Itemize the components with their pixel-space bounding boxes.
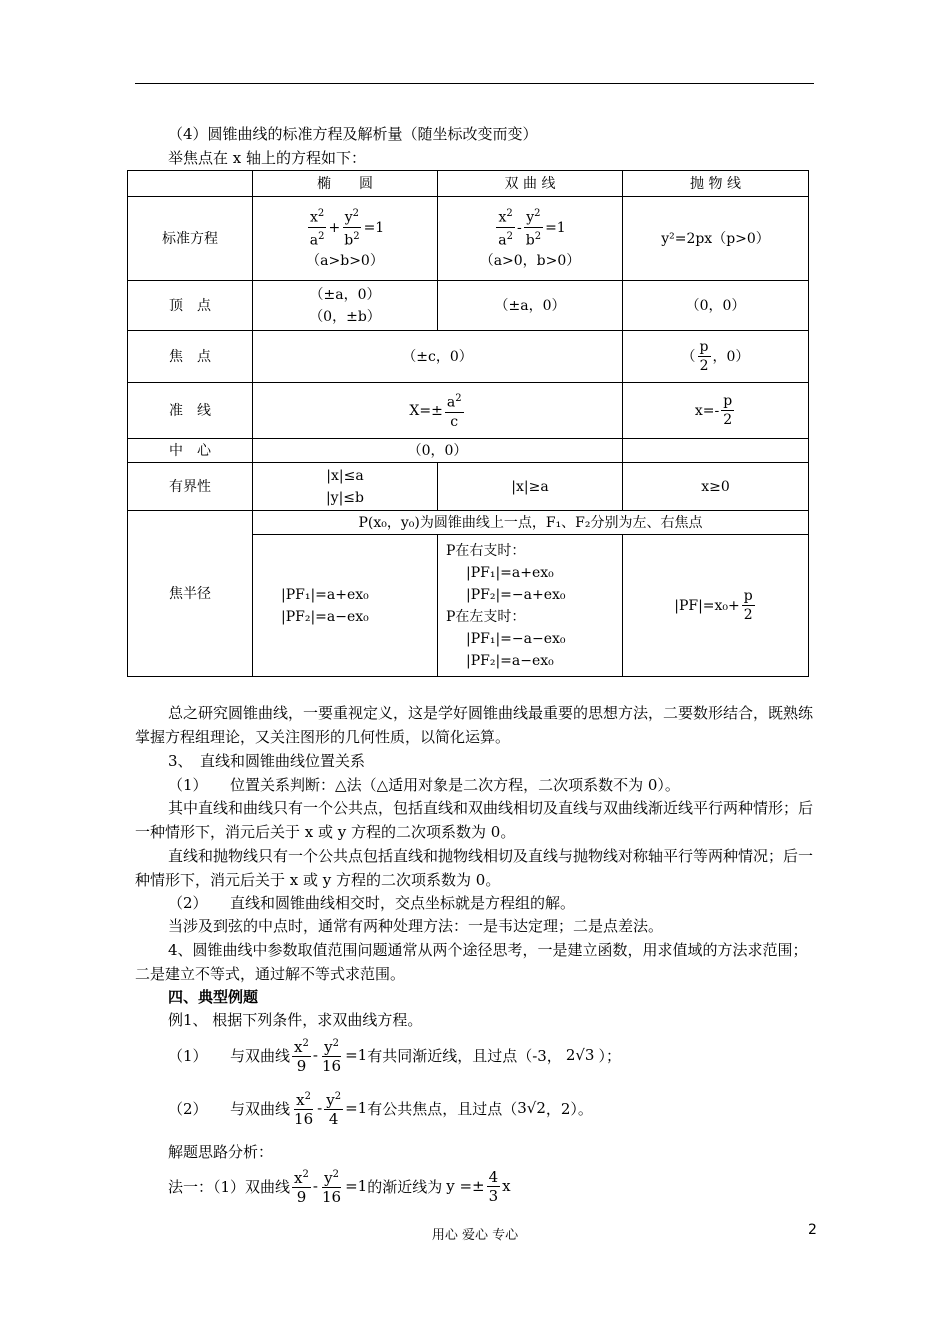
conic-center: （0，0） (253, 439, 623, 463)
section-3-title: 3、 直线和圆锥曲线位置关系 (168, 752, 366, 770)
example-1-title: 例1、 根据下列条件，求双曲线方程。 (168, 1011, 423, 1029)
ellipse-radius-2: |PF₂|=a−ex₀ (281, 608, 369, 625)
ex1-1-post: 有共同渐近线，且过点（-3， (367, 1046, 562, 1065)
ex1-2-end: ，2）。 (545, 1099, 593, 1118)
hyperbola-right-1: |PF₁|=a+ex₀ (466, 564, 554, 581)
hyperbola-std-eq: $\frac{x^2}{a^2}$ - $\frac{y^2}{b^2}$ =1 （a>0，b>0） (438, 197, 623, 281)
section-4-paragraph: 4、圆锥曲线中参数取值范围问题通常从两个途径思考，一是建立函数，用求值域的方法求范围；二是建立不等式，通过解不等式求范围。 (135, 941, 808, 983)
parabola-std-eq: y²=2px（p>0） (623, 197, 809, 281)
summary-paragraph: 总之研究圆锥曲线，一要重视定义，这是学好圆锥曲线最重要的思想方法，二要数形结合，既熟练掌握方程组理论，又关注图形的几何性质，以简化运算。 (135, 704, 814, 746)
header-parabola: 抛 物 线 (623, 171, 809, 197)
method-pre: 法一：（1）双曲线 (168, 1177, 291, 1196)
ellipse-vertex-2: （0，±b） (309, 308, 381, 325)
hyperbola-right-2: |PF₂|=−a+ex₀ (466, 586, 566, 603)
footer-text: 用心 爱心 专心 (431, 1228, 519, 1243)
conic-table (127, 170, 809, 677)
hyperbola-left-2: |PF₂|=a−ex₀ (466, 652, 554, 669)
ex1-1-pre: （1） 与双曲线 (168, 1046, 291, 1065)
row-label-vertex: 顶 点 (128, 281, 253, 331)
row-label-radius: 焦半径 (128, 511, 253, 677)
examples-heading: 四、典型例题 (168, 988, 259, 1006)
conic-focus: （±c，0） (253, 331, 623, 383)
paragraph-hyperbola-tangent: 其中直线和曲线只有一个公共点，包括直线和双曲线相切及直线与双曲线渐近线平行两种情形；后一种情形下，消元后关于 x 或 y 方程的二次项系数为 0。 (135, 799, 814, 841)
parabola-directrix: x=- $\frac{p}{2}$ (623, 383, 809, 439)
row-label-center: 中 心 (128, 439, 253, 463)
ex1-2-pre: （2） 与双曲线 (168, 1099, 291, 1118)
ellipse-vertex-1: （±a，0） (309, 286, 381, 303)
parabola-bound: x≥0 (623, 463, 809, 511)
parabola-vertex: （0，0） (623, 281, 809, 331)
hyperbola-right-branch: P在右支时： (446, 542, 526, 559)
ellipse-bound (253, 463, 438, 511)
example-1-part-1: （1） 与双曲线 $\frac{x^2}{9}$ - $\frac{y^2}{16}$ =1 有共同渐近线，且过点（-3， 2√3 ）； (168, 1035, 621, 1075)
ex1-2-post: 有公共焦点，且过点（ (367, 1099, 518, 1118)
parabola-center (623, 439, 809, 463)
chord-midpoint-line: 当涉及到弦的中点时，通常有两种处理方法：一是韦达定理；二是点差法。 (168, 917, 664, 935)
ellipse-bound-2: |y|≤b (325, 489, 365, 506)
row-label-std: 标准方程 (128, 197, 253, 281)
header-hyperbola: 双 曲 线 (438, 171, 623, 197)
header-ellipse: 椭 圆 (253, 171, 438, 197)
row-label-focus: 焦 点 (128, 331, 253, 383)
intro-line: 举焦点在 x 轴上的方程如下： (168, 149, 366, 167)
ellipse-bound-1: |x|≤a (326, 467, 364, 484)
radius-note: P(x₀，y₀)为圆锥曲线上一点，F₁、F₂分别为左、右焦点 (253, 511, 809, 535)
ellipse-std-eq: $\frac{x^2}{a^2}$ + $\frac{y^2}{b^2}$ =1 （a>b>0） (253, 197, 438, 281)
row-label-directrix: 准 线 (128, 383, 253, 439)
hyperbola-std-cond: （a>0，b>0） (479, 252, 581, 269)
section-title: （4）圆锥曲线的标准方程及解析量（随坐标改变而变） (168, 125, 538, 143)
method-post: 的渐近线为 (367, 1177, 443, 1196)
analysis-heading: 解题思路分析： (168, 1143, 274, 1161)
example-1-part-2: （2） 与双曲线 $\frac{x^2}{16}$ - $\frac{y^2}{4}$ =1 有公共焦点，且过点（ 3√2 ，2）。 (168, 1088, 593, 1128)
hyperbola-bound: |x|≥a (438, 463, 623, 511)
section-3-1: （1） 位置关系判断：△法（△适用对象是二次方程，二次项系数不为 0）。 (168, 776, 680, 794)
section-3-2: （2） 直线和圆锥曲线相交时，交点坐标就是方程组的解。 (168, 894, 576, 912)
ex1-1-end: ）； (598, 1046, 621, 1065)
hyperbola-left-1: |PF₁|=−a−ex₀ (466, 630, 566, 647)
hyperbola-vertex: （±a，0） (438, 281, 623, 331)
header-empty-cell (128, 171, 253, 197)
page-number: 2 (808, 1222, 817, 1238)
hyperbola-left-branch: P在左支时： (446, 608, 526, 625)
ellipse-radius (253, 535, 438, 677)
ellipse-std-cond: （a>b>0） (306, 252, 384, 269)
paragraph-parabola-tangent: 直线和抛物线只有一个公共点包括直线和抛物线相切及直线与抛物线对称轴平行等两种情况；后一种情形下，消元后关于 x 或 y 方程的二次项系数为 0。 (135, 847, 814, 889)
conic-directrix: X=± $\frac{a^2}{c}$ (253, 383, 623, 439)
parabola-radius: |PF|=x₀+ $\frac{p}{2}$ (623, 535, 809, 677)
ellipse-radius-1: |PF₁|=a+ex₀ (281, 586, 369, 603)
hyperbola-radius (438, 535, 623, 677)
method-one-line: 法一：（1）双曲线 $\frac{x^2}{9}$ - $\frac{y^2}{16}$ =1 的渐近线为 y =± $\frac{4}{3}$ x (168, 1167, 511, 1206)
parabola-focus: （ $\frac{p}{2}$ ，0） (623, 331, 809, 383)
ellipse-vertex (253, 281, 438, 331)
header-rule (135, 83, 814, 84)
row-label-bound: 有界性 (128, 463, 253, 511)
